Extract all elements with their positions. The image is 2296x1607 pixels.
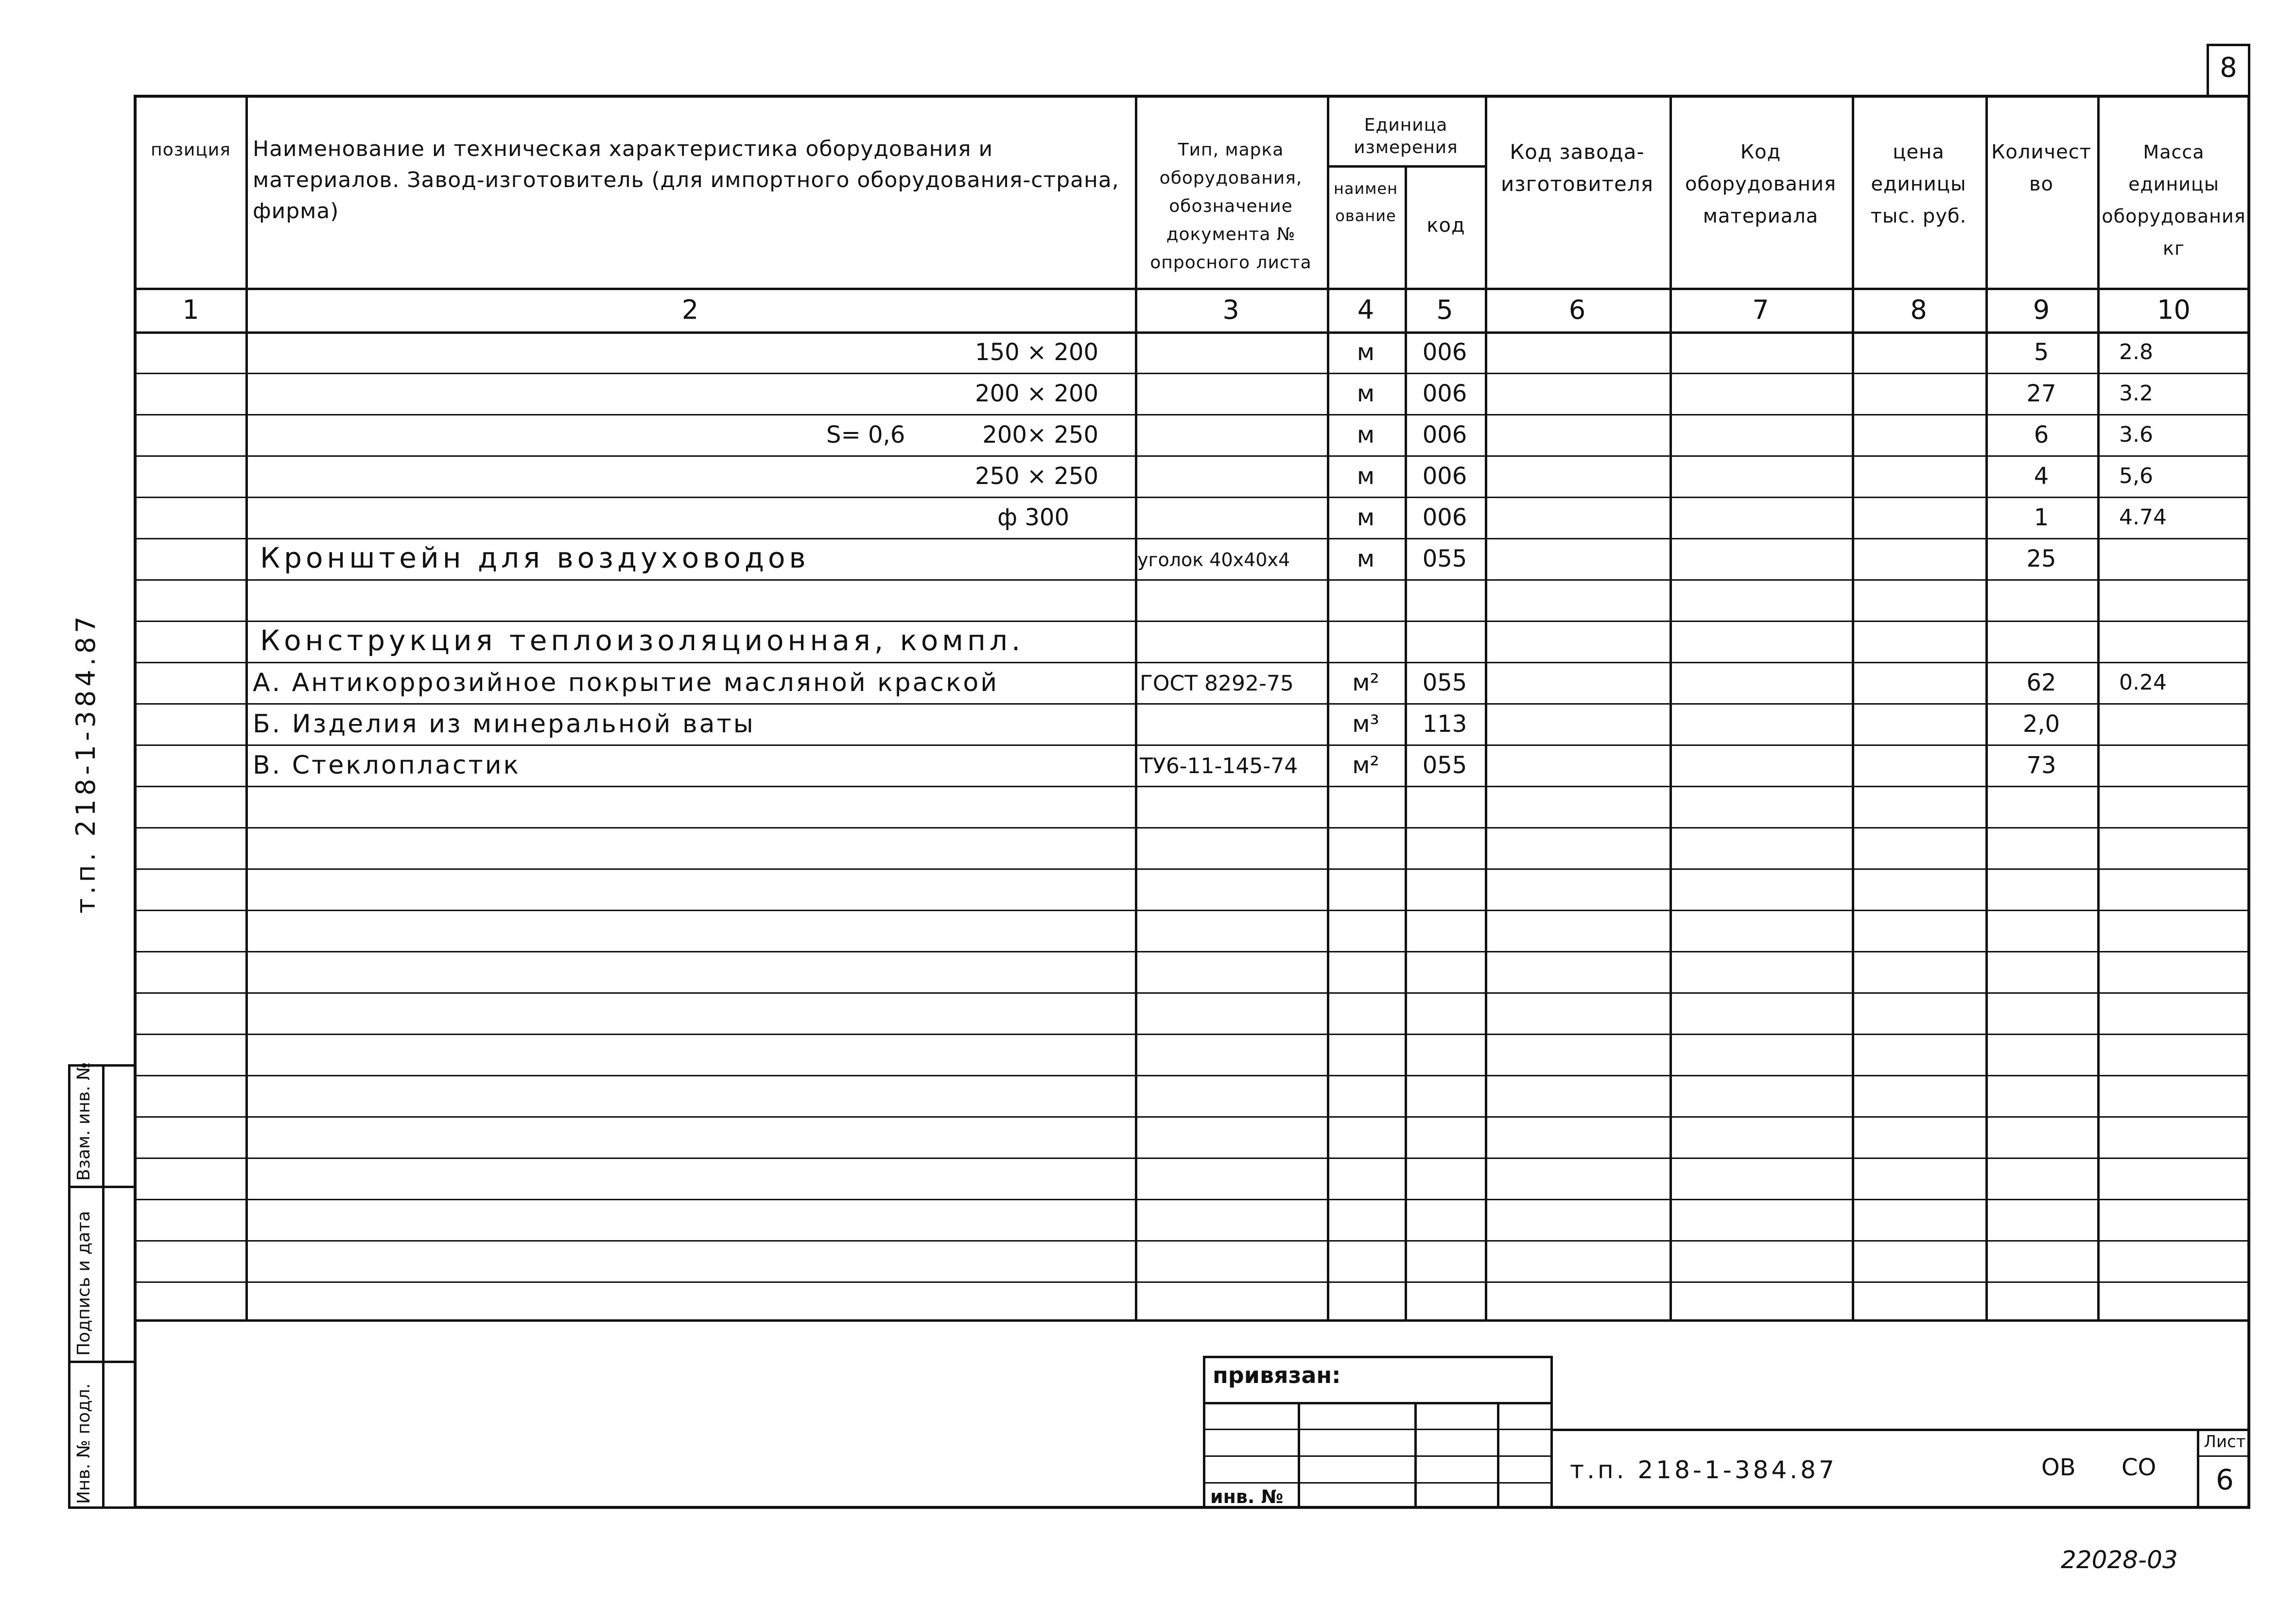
row-11-qty: 73 xyxy=(2026,752,2056,779)
row-line xyxy=(134,1199,2250,1200)
left-strip-inv-podl: Инв. № подл. xyxy=(74,1383,94,1504)
stamp-vline-3 xyxy=(1497,1402,1499,1509)
col-line-3 xyxy=(1327,95,1329,1319)
row-line xyxy=(134,414,2250,415)
row-3-mass: 3.6 xyxy=(2119,422,2153,447)
row-3-qty: 6 xyxy=(2034,421,2049,449)
row-2-unit: м xyxy=(1357,380,1375,407)
row-line xyxy=(134,1240,2250,1242)
left-strip-divider xyxy=(102,1064,104,1509)
col-line-2 xyxy=(1135,95,1137,1319)
row-5-qty: 1 xyxy=(2034,504,2049,531)
row-2-mass: 3.2 xyxy=(2119,381,2153,406)
row-9-unit: м² xyxy=(1352,669,1379,696)
row-line xyxy=(134,951,2250,952)
row-10-name: Б. Изделия из минеральной ваты xyxy=(253,709,755,739)
stamp-inv-no: инв. № xyxy=(1210,1486,1284,1507)
stamp-vline-2 xyxy=(1414,1402,1417,1509)
colnum-4: 4 xyxy=(1357,294,1374,325)
row-5-code: 006 xyxy=(1422,504,1467,531)
row-1-unit: м xyxy=(1357,339,1375,366)
stamp-list-number: 6 xyxy=(2216,1463,2234,1496)
colnum-7: 7 xyxy=(1752,294,1769,325)
row-line xyxy=(134,497,2250,498)
colnum-bottom-line xyxy=(134,331,2250,334)
colnum-10: 10 xyxy=(2157,294,2191,325)
colnum-2: 2 xyxy=(681,294,699,325)
header-col5: код xyxy=(1426,214,1465,237)
row-line xyxy=(134,744,2250,746)
row-line xyxy=(134,538,2250,539)
colnum-3: 3 xyxy=(1222,294,1239,325)
row-4-name: 250 × 250 xyxy=(975,463,1098,490)
row-line xyxy=(134,455,2250,457)
row-9-qty: 62 xyxy=(2026,669,2056,696)
col-line-8 xyxy=(1985,95,1988,1319)
col-line-7 xyxy=(1852,95,1854,1319)
col-line-6 xyxy=(1670,95,1672,1319)
row-8-name: Конструкция теплоизоляционная, компл. xyxy=(260,624,1025,657)
row-11-code: 055 xyxy=(1422,752,1467,779)
row-5-mass: 4.74 xyxy=(2119,505,2167,530)
stamp-line-3 xyxy=(1203,1455,1553,1457)
row-line xyxy=(134,992,2250,994)
row-line xyxy=(134,1075,2250,1076)
header-col3: Тип, марка оборудования, обозначение документа № опросного листа xyxy=(1150,140,1312,273)
row-1-name: 150 × 200 xyxy=(975,339,1098,366)
row-9-mass: 0.24 xyxy=(2119,670,2167,695)
row-4-mass: 5,6 xyxy=(2119,464,2153,488)
row-5-name: ф 300 xyxy=(997,504,1069,531)
row-1-code: 006 xyxy=(1422,339,1467,366)
stamp-main-top xyxy=(1553,1429,2250,1431)
row-line xyxy=(134,703,2250,705)
col-line-5 xyxy=(1485,95,1487,1319)
row-line xyxy=(134,1034,2250,1035)
row-line xyxy=(134,579,2250,581)
header-col6: Код завода-изготовителя xyxy=(1500,140,1654,196)
row-line xyxy=(134,1158,2250,1159)
row-3-unit: м xyxy=(1357,421,1375,449)
row-1-mass: 2.8 xyxy=(2119,340,2153,364)
header-col4: наименование xyxy=(1333,179,1398,225)
header-col8: цена единицы тыс. руб. xyxy=(1870,141,1967,227)
row-4-unit: м xyxy=(1357,463,1375,490)
row-line xyxy=(134,662,2250,663)
row-4-qty: 4 xyxy=(2034,463,2049,490)
left-strip-podpis: Подпись и дата xyxy=(74,1210,94,1356)
row-line xyxy=(134,827,2250,829)
colnum-5: 5 xyxy=(1436,294,1453,325)
row-6-type: уголок 40х40х4 xyxy=(1137,549,1290,570)
row-line xyxy=(134,868,2250,870)
row-10-code: 113 xyxy=(1422,710,1467,738)
stamp-list-label: Лист xyxy=(2204,1432,2246,1451)
row-9-code: 055 xyxy=(1422,669,1467,696)
row-line xyxy=(134,910,2250,911)
row-line xyxy=(134,1116,2250,1118)
stamp-privyazan: привязан: xyxy=(1213,1362,1341,1388)
left-strip-sep-2 xyxy=(68,1361,136,1363)
row-6-code: 055 xyxy=(1422,545,1467,572)
stamp-doc-code: т.п. 218-1-384.87 xyxy=(1570,1456,1837,1484)
header-col7: Код оборудования материала xyxy=(1685,141,1837,227)
row-2-qty: 27 xyxy=(2026,380,2056,407)
row-line xyxy=(134,621,2250,622)
row-9-name: А. Антикоррозийное покрытие масляной краской xyxy=(253,668,999,697)
row-line xyxy=(134,786,2250,787)
header-col1: позиция xyxy=(151,140,231,160)
row-6-name: Кронштейн для воздуховодов xyxy=(260,541,810,574)
row-10-qty: 2,0 xyxy=(2022,710,2060,738)
colnum-6: 6 xyxy=(1568,294,1586,325)
row-6-unit: м xyxy=(1357,545,1375,572)
row-3-name-prefix: S= 0,6 xyxy=(826,421,905,449)
left-strip-vzam: Взам. инв. № xyxy=(74,1062,94,1181)
row-11-unit: м² xyxy=(1352,752,1379,779)
row-3-name: 200× 250 xyxy=(982,421,1098,449)
stamp-ov: ОВ xyxy=(2041,1454,2076,1481)
stamp-line-2 xyxy=(1203,1429,1553,1430)
row-line xyxy=(134,373,2250,374)
row-11-name: В. Стеклопластик xyxy=(253,751,521,780)
stamp-co: СО xyxy=(2122,1454,2157,1481)
col-line-1 xyxy=(245,95,248,1319)
row-9-type: ГОСТ 8292-75 xyxy=(1140,671,1294,696)
colnum-1: 1 xyxy=(182,294,199,325)
row-2-code: 006 xyxy=(1422,380,1467,407)
left-strip-sep-1 xyxy=(68,1186,136,1188)
sheet-corner-number: 8 xyxy=(2220,52,2237,84)
row-10-unit: м³ xyxy=(1352,710,1379,738)
row-11-type: ТУ6-11-145-74 xyxy=(1140,754,1298,778)
row-5-unit: м xyxy=(1357,504,1375,531)
table-bottom-line xyxy=(134,1319,2250,1322)
colnum-9: 9 xyxy=(2033,294,2050,325)
row-3-code: 006 xyxy=(1422,421,1467,449)
header-bottom-line xyxy=(134,288,2250,290)
stamp-line-1 xyxy=(1203,1402,1553,1404)
row-6-qty: 25 xyxy=(2026,545,2056,572)
row-line xyxy=(134,1281,2250,1283)
colnum-8: 8 xyxy=(1910,294,1927,325)
header-col10: Масса единицы оборудования кг xyxy=(2102,141,2246,259)
unit-group-sep xyxy=(1327,165,1485,168)
row-1-qty: 5 xyxy=(2034,339,2049,366)
header-col9: Количество xyxy=(1991,141,2091,195)
stamp-list-sep xyxy=(2197,1455,2250,1457)
col-line-9 xyxy=(2097,95,2100,1319)
row-4-code: 006 xyxy=(1422,463,1467,490)
header-col2: Наименование и техническая характеристика оборудования и материалов. Завод-изготовитель (для импортного оборудования-страна, фирма) xyxy=(253,137,1119,224)
side-code: т.п. 218-1-384.87 xyxy=(70,612,101,914)
bottom-ref: 22028-03 xyxy=(2061,1546,2178,1574)
row-2-name: 200 × 200 xyxy=(975,380,1098,407)
header-unit-group: Единица измерения xyxy=(1354,115,1458,157)
